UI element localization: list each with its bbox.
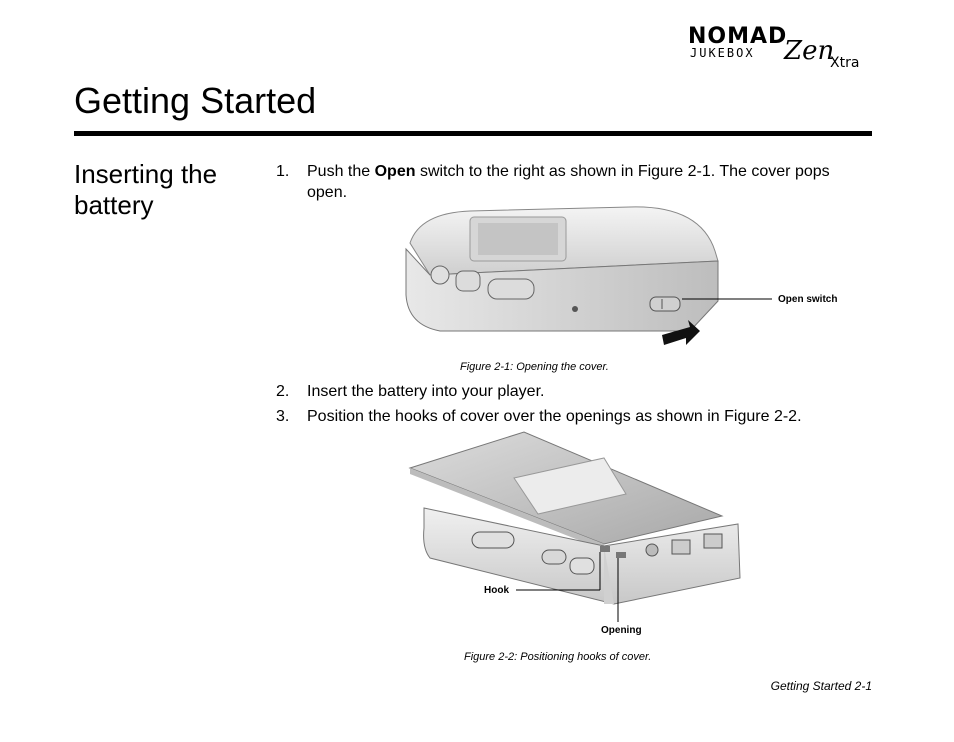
open-switch-term: Open bbox=[374, 163, 416, 180]
step-number: 3. bbox=[276, 408, 290, 425]
step-text bbox=[307, 161, 867, 203]
figure-1-caption: Figure 2-1: Opening the cover. bbox=[460, 361, 609, 373]
figure-2-caption: Figure 2-2: Positioning hooks of cover. bbox=[464, 651, 652, 663]
step-text-part: Push the bbox=[307, 163, 375, 180]
page-title: Getting Started bbox=[74, 80, 317, 121]
logo-xtra-text: Xtra bbox=[830, 55, 860, 71]
step-text-part: switch to the right as shown in Figure 2-1. The cover pops open. bbox=[307, 163, 830, 201]
step-number: 1. bbox=[276, 163, 290, 180]
section-heading: Inserting the battery bbox=[74, 159, 218, 220]
step-text: Position the hooks of cover over the openings as shown in Figure 2-2. bbox=[307, 408, 802, 425]
figure-positioning-hooks bbox=[404, 428, 754, 643]
step-text: Insert the battery into your player. bbox=[307, 383, 545, 400]
logo-zen-text: Zen bbox=[784, 36, 835, 66]
callout-opening: Opening bbox=[601, 625, 642, 636]
logo-nomad-text: NOMAD bbox=[688, 24, 788, 49]
callout-open-switch: Open switch bbox=[778, 294, 838, 305]
callout-hook: Hook bbox=[484, 585, 509, 596]
nomad-zen-xtra-logo bbox=[688, 26, 868, 74]
step-number: 2. bbox=[276, 383, 290, 400]
logo-jukebox-text: JUKEBOX bbox=[690, 46, 755, 60]
page-footer: Getting Started 2-1 bbox=[770, 679, 872, 693]
figure-opening-cover bbox=[400, 205, 860, 355]
title-rule bbox=[74, 131, 872, 136]
